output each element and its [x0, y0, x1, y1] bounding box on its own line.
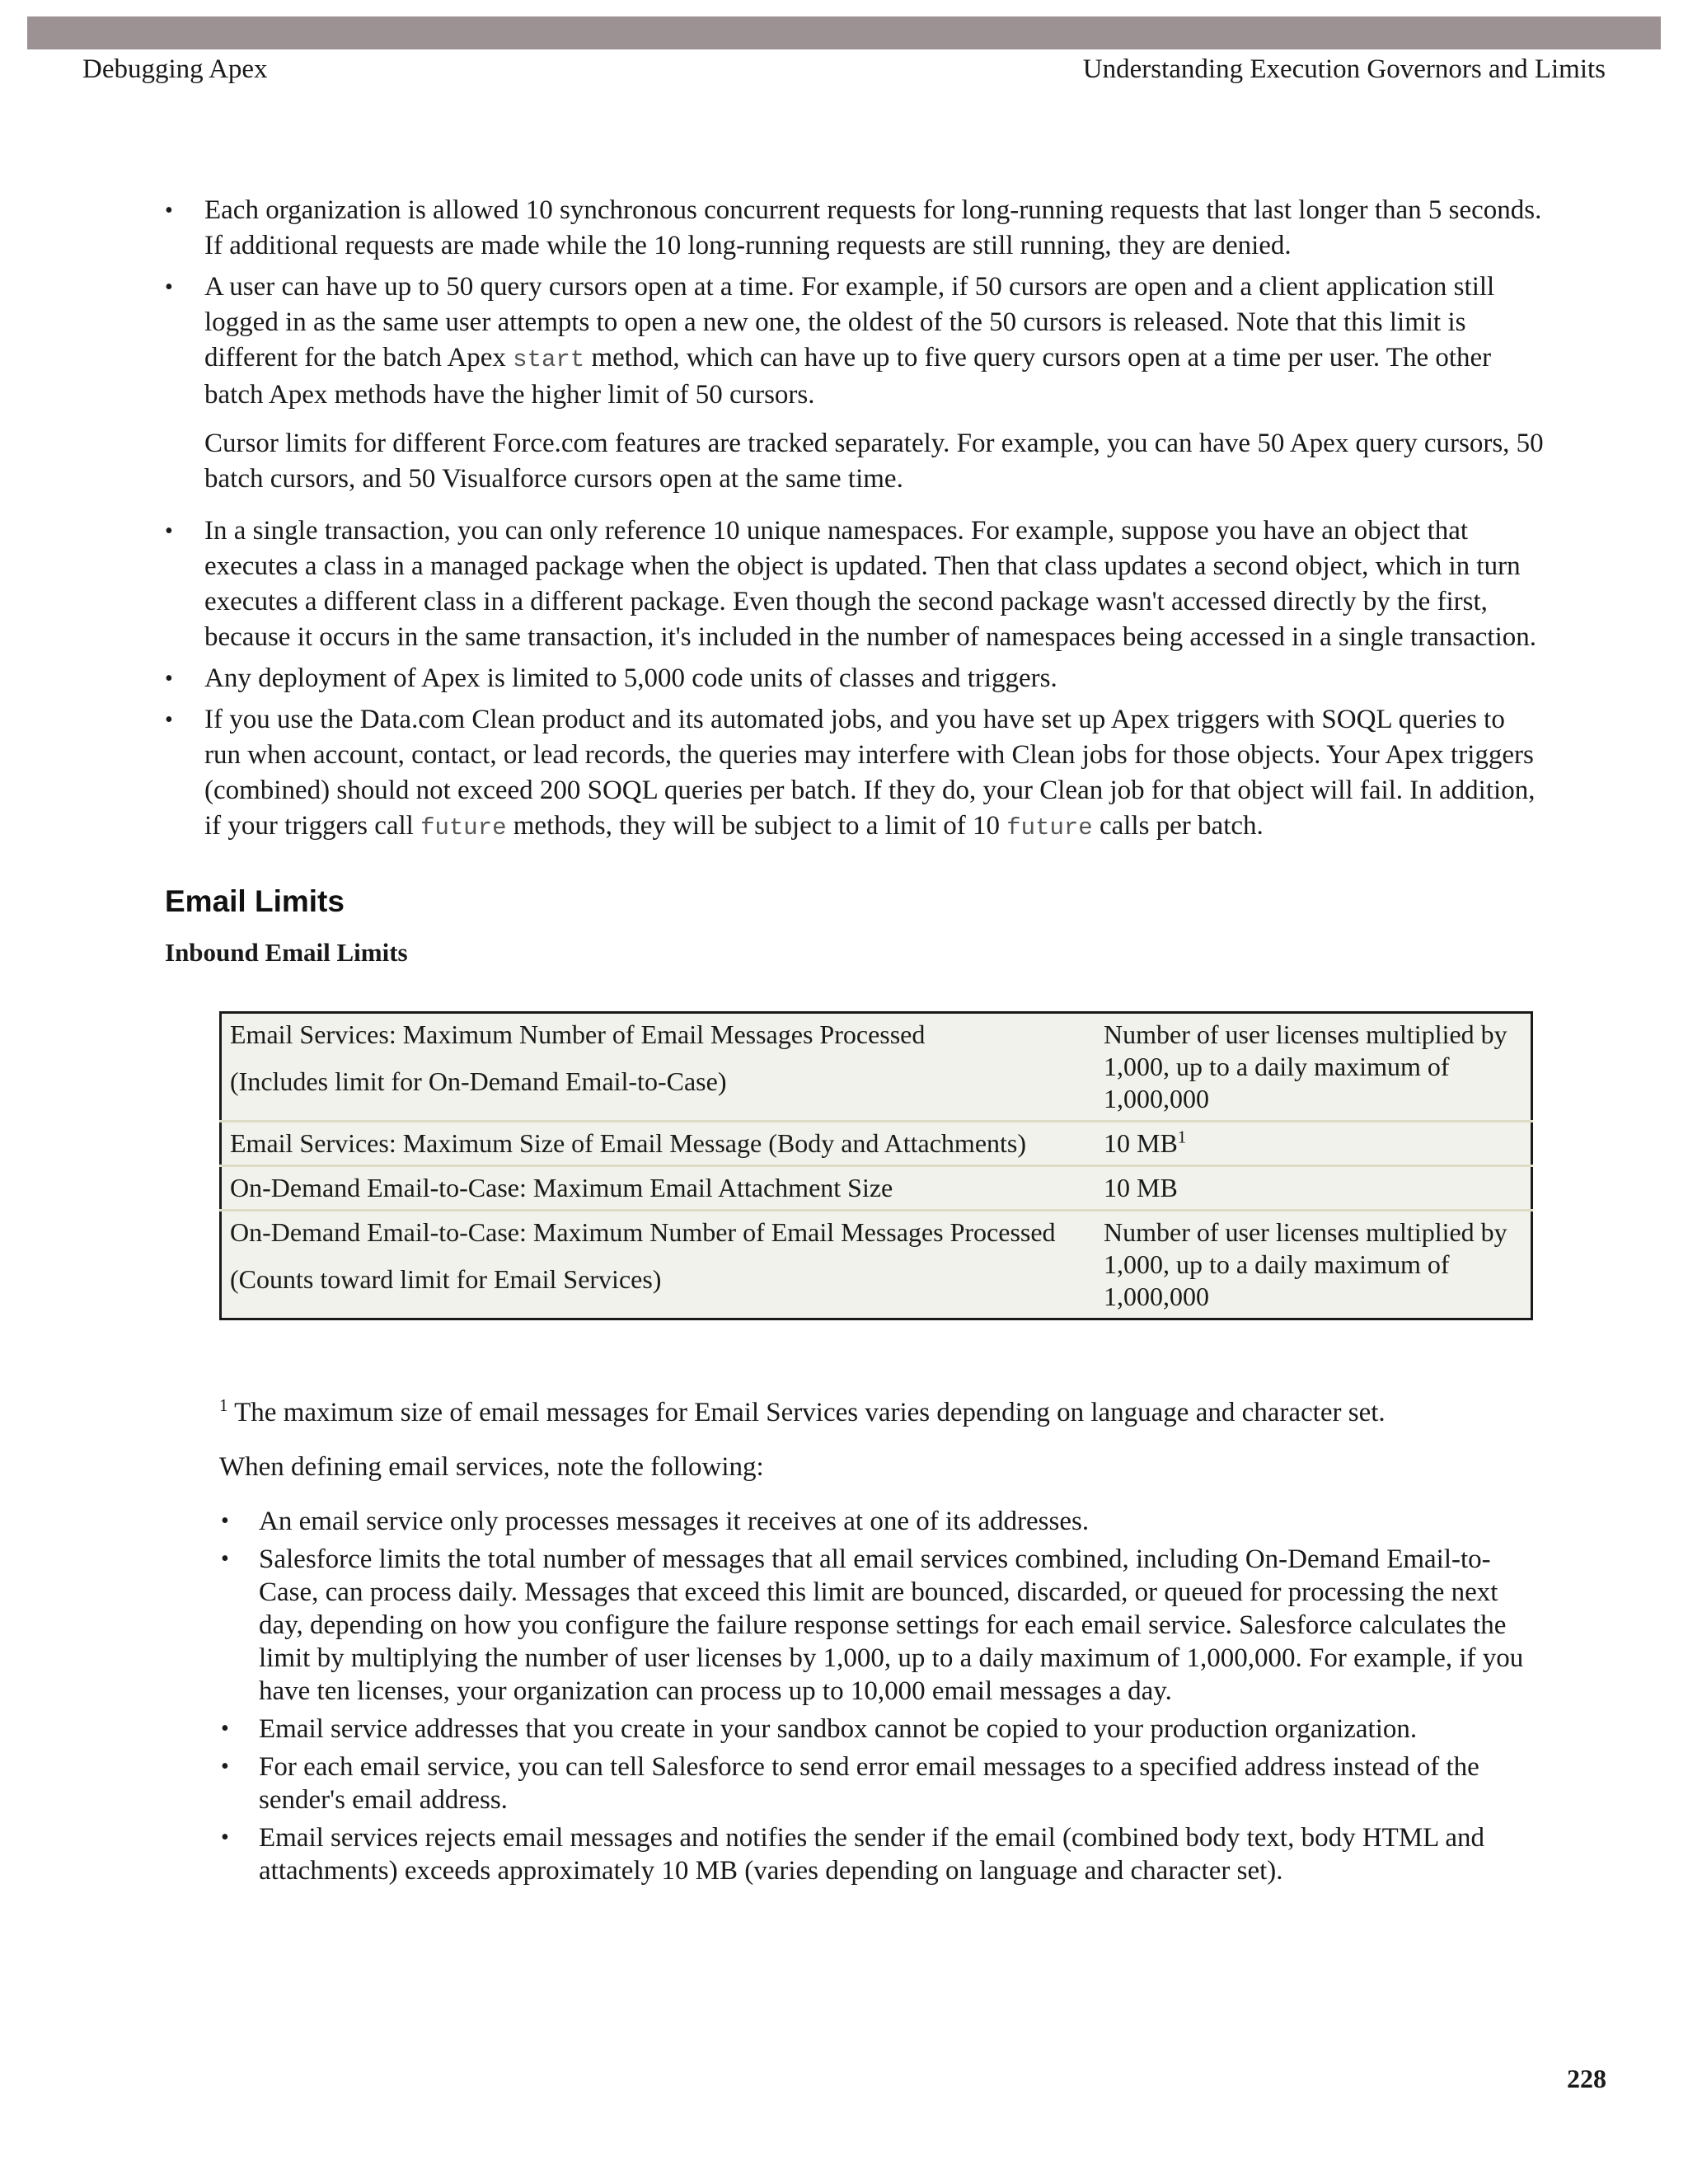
- limit-value: Number of user licenses multiplied by 1,000, up to a daily maximum of 1,000,000: [1104, 1217, 1507, 1311]
- list-item: [165, 193, 1548, 264]
- footnote-text: The maximum size of email messages for Email Services varies depending on language and character set.: [227, 1398, 1386, 1427]
- list-item-text: Any deployment of Apex is limited to 5,000 code units of classes and triggers.: [204, 663, 1057, 693]
- limits-bullet-list-top: [0, 193, 1688, 413]
- list-item-text: Email service addresses that you create in your sandbox cannot be copied to your production organization.: [259, 1714, 1418, 1744]
- limit-value: 10 MB: [1104, 1128, 1178, 1158]
- limit-name: Email Services: Maximum Size of Email Message (Body and Attachments): [230, 1128, 1027, 1158]
- bullet-icon: •: [165, 518, 173, 544]
- header-chapter-title: Debugging Apex: [82, 54, 268, 84]
- cursor-limits-note: Cursor limits for different Force.com features are tracked separately. For example, you can have 50 Apex query cursors, 50 batch cursors, and 50 Visualforce cursors open at the same time.: [204, 429, 1544, 494]
- list-item-text: In a single transaction, you can only reference 10 unique namespaces. For example, suppose you have an object that executes a class in a managed package when the object is updated. Then that class updates a second object, which in turn executes a different class in a different package. Even though the second package wasn't accessed directly by the first, because it occurs in the same transaction, it's included in the number of namespaces being accessed in a single transaction.: [204, 516, 1536, 652]
- list-item: [165, 702, 1548, 846]
- limit-value: 10 MB: [1104, 1173, 1178, 1202]
- email-services-bullet-list: [221, 1505, 1536, 1892]
- bullet-icon: •: [165, 198, 173, 223]
- bullet-icon: •: [165, 707, 173, 733]
- table-cell-label: [221, 1013, 1096, 1122]
- footnote-marker: 1: [1177, 1127, 1187, 1147]
- list-item-text: Email services rejects email messages and notifies the sender if the email (combined body text, body HTML and attachments) exceeds approximately 10 MB (varies depending on language and character set).: [259, 1823, 1484, 1886]
- bullet-icon: •: [221, 1754, 229, 1779]
- subsection-heading-inbound-email-limits: Inbound Email Limits: [165, 938, 408, 967]
- list-item: [221, 1543, 1536, 1708]
- list-item: [165, 661, 1548, 696]
- limit-name: On-Demand Email-to-Case: Maximum Email Attachment Size: [230, 1173, 893, 1202]
- table-cell-value: [1095, 1122, 1532, 1166]
- bullet-icon: •: [221, 1716, 229, 1741]
- list-item: [221, 1750, 1536, 1816]
- limit-value: Number of user licenses multiplied by 1,000, up to a daily maximum of 1,000,000: [1104, 1019, 1507, 1113]
- list-item: [221, 1821, 1536, 1887]
- list-item-text: For each email service, you can tell Salesforce to send error email messages to a specified address instead of the sender's email address.: [259, 1752, 1479, 1815]
- table-row: [221, 1013, 1532, 1122]
- limit-note: (Counts toward limit for Email Services): [230, 1264, 662, 1294]
- list-item-text: Each organization is allowed 10 synchronous concurrent requests for long-running requests that last longer than 5 seconds. If additional requests are made while the 10 long-running requests are still running, they are denied.: [204, 195, 1542, 260]
- list-item: [165, 513, 1548, 655]
- inline-code: start: [513, 346, 585, 373]
- table-row: [221, 1211, 1532, 1319]
- table-footnote: [219, 1395, 1386, 1428]
- inbound-email-limits-table: [219, 1011, 1533, 1320]
- table-row: [221, 1166, 1532, 1211]
- list-item-text: method, which can have up to five query cursors open at a time per user. The other batch Apex methods have the higher limit of 50 cursors.: [204, 343, 1492, 410]
- list-item-text: A user can have up to 50 query cursors open at a time. For example, if 50 cursors are open and a client application still logged in as the same user attempts to open a new one, the oldest of the 50 cursors is released. Note that this limit is different for the batch Apex: [204, 272, 1495, 373]
- limit-name: On-Demand Email-to-Case: Maximum Number of Email Messages Processed: [230, 1217, 1056, 1247]
- table-cell-value: [1095, 1211, 1532, 1319]
- limit-name: Email Services: Maximum Number of Email Messages Processed: [230, 1019, 926, 1049]
- list-item-text: methods, they will be subject to a limit of 10: [506, 811, 1007, 841]
- header-section-title: Understanding Execution Governors and Limits: [1082, 54, 1606, 84]
- table-cell-value: [1095, 1166, 1532, 1211]
- bullet-icon: •: [221, 1508, 229, 1534]
- list-item-text: An email service only processes messages it receives at one of its addresses.: [259, 1507, 1090, 1536]
- table-cell-label: [221, 1211, 1096, 1319]
- table-cell-label: [221, 1122, 1096, 1166]
- limits-bullet-list-mid: [0, 513, 1688, 846]
- footnote-marker: 1: [219, 1395, 228, 1415]
- list-item: [221, 1713, 1536, 1746]
- list-item-text: calls per batch.: [1092, 811, 1264, 841]
- page-number: 228: [1567, 2064, 1606, 2093]
- bullet-icon: •: [165, 666, 173, 691]
- top-color-bar: [27, 16, 1661, 49]
- list-item: [165, 269, 1548, 413]
- limit-note: (Includes limit for On-Demand Email-to-Case): [230, 1066, 727, 1096]
- table-cell-value: [1095, 1013, 1532, 1122]
- table-row: [221, 1122, 1532, 1166]
- inline-code: future: [1006, 814, 1093, 841]
- section-heading-email-limits: Email Limits: [165, 884, 345, 918]
- list-item: [221, 1505, 1536, 1538]
- inline-code: future: [420, 814, 507, 841]
- page-body: [0, 193, 1688, 851]
- list-item-text: Salesforce limits the total number of messages that all email services combined, including On-Demand Email-to-Case, can process daily. Messages that exceed this limit are bounced, discarded, or queued for processing the next day, depending on how you configure the failure response settings for each email service. Salesforce calculates the limit by multiplying the number of user licenses by 1,000, up to a daily maximum of 1,000,000. For example, if you have ten licenses, your organization can process up to 10,000 email messages a day.: [259, 1544, 1524, 1706]
- email-services-intro: When defining email services, note the following:: [219, 1452, 764, 1482]
- bullet-icon: •: [221, 1546, 229, 1572]
- list-item-text: If you use the Data.com Clean product and its automated jobs, and you have set up Apex triggers with SOQL queries to run when account, contact, or lead records, the queries may interfere with Clean jobs for those objects. Your Apex triggers (combined) should not exceed 200 SOQL queries per batch. If they do, your Clean job for that object will fail. In addition, if your triggers call: [204, 705, 1536, 841]
- bullet-icon: •: [221, 1825, 229, 1850]
- running-header: [82, 54, 1606, 91]
- bullet-icon: •: [165, 274, 173, 300]
- table-cell-label: [221, 1166, 1096, 1211]
